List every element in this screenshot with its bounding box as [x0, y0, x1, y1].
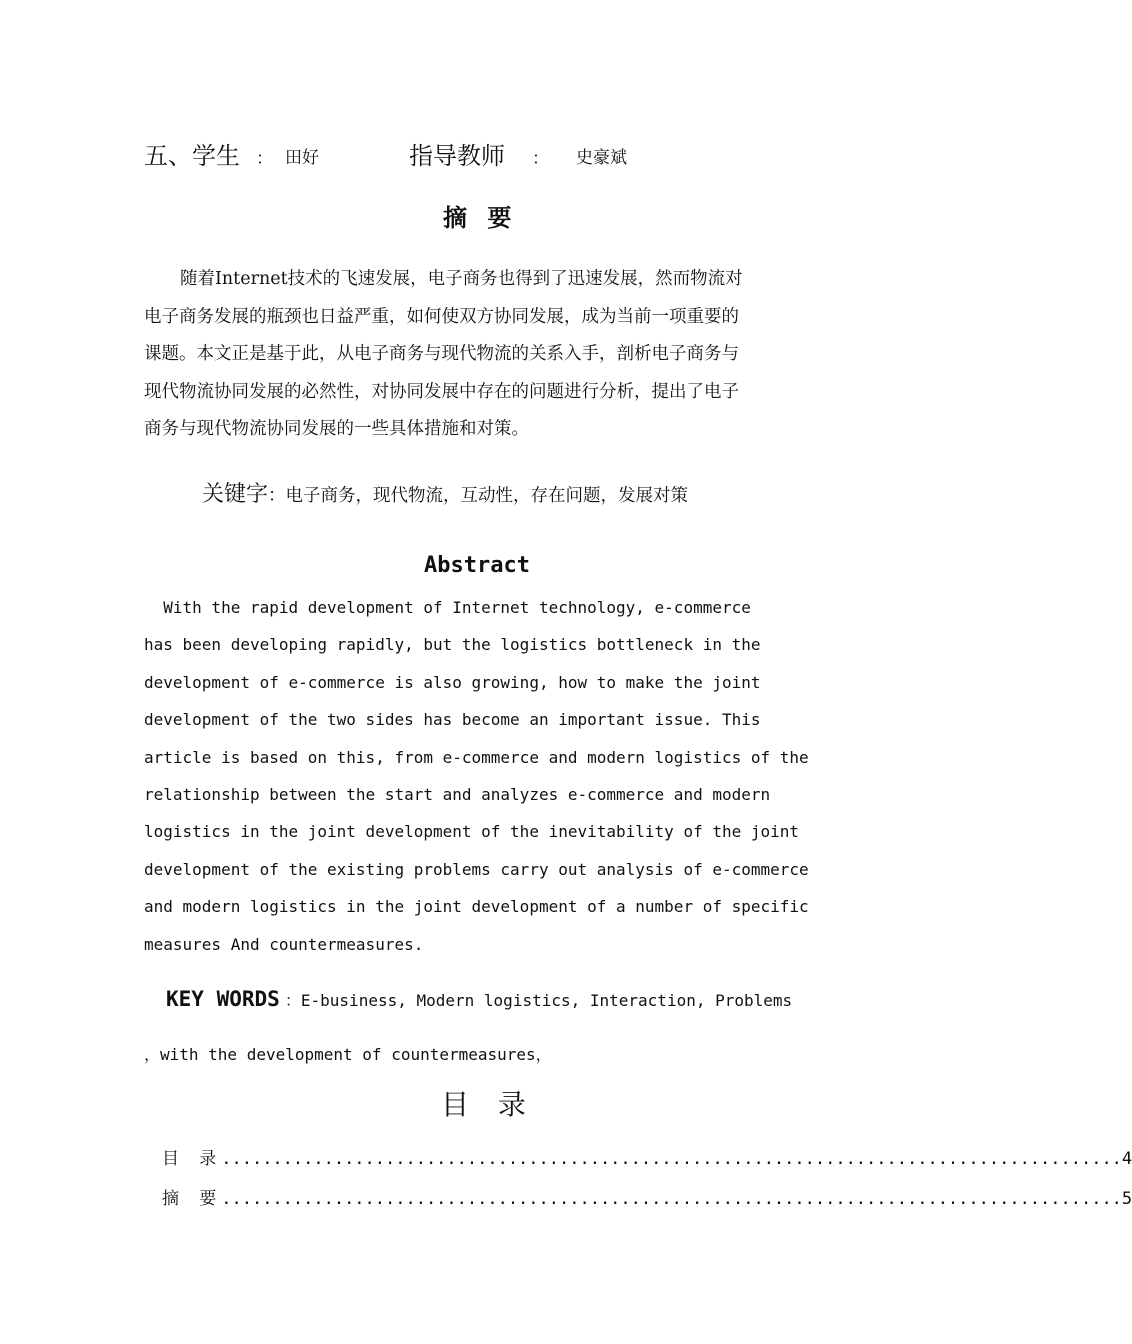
- abstract-en-title: Abstract: [424, 553, 530, 578]
- abstract-en-line: development of e-commerce is also growing, how to make the joint: [144, 672, 761, 692]
- keywords-en: [166, 987, 792, 1011]
- abstract-cn-title: 摘 要: [443, 204, 518, 232]
- toc-leader-dots: ........................................................................................: [221, 1149, 1122, 1169]
- keywords-en-label: KEY WORDS: [166, 987, 280, 1011]
- abstract-en-line: development of the two sides has become an important issue. This: [144, 710, 761, 730]
- abstract-cn-line: 随着Internet技术的飞速发展，电子商务也得到了迅速发展，然而物流对: [180, 269, 743, 289]
- toc-entry[interactable]: [162, 1184, 1132, 1209]
- keywords-en-text: ：E-business, Modern logistics, Interaction, Problems: [284, 991, 793, 1010]
- keywords-en-continuation: ，with the development of countermeasures，: [144, 1045, 552, 1064]
- abstract-en-line: article is based on this, from e-commerce and modern logistics of the: [144, 747, 809, 767]
- toc-entry-label: 目 录: [162, 1149, 222, 1169]
- keywords-cn-label: 关键字: [202, 482, 269, 507]
- abstract-en-line: With the rapid development of Internet technology, e-commerce: [144, 598, 751, 617]
- abstract-cn-line: 课题。本文正是基于此，从电子商务与现代物流的关系入手，剖析电子商务与: [144, 344, 739, 364]
- abstract-en-body: [144, 589, 824, 963]
- abstract-cn-line: 电子商务发展的瓶颈也日益严重，如何使双方协同发展，成为当前一项重要的: [144, 306, 739, 327]
- abstract-cn-line: 现代物流协同发展的必然性，对协同发展中存在的问题进行分析，提出了电子: [144, 381, 739, 402]
- toc-entry[interactable]: [162, 1144, 1132, 1169]
- toc-title: 目 录: [441, 1088, 536, 1121]
- abstract-cn-line: 商务与现代物流协同发展的一些具体措施和对策。: [144, 419, 529, 439]
- toc-entry-label: 摘 要: [162, 1189, 222, 1209]
- toc-entry-page: 4: [1121, 1149, 1132, 1169]
- abstract-en-line: development of the existing problems carry out analysis of e-commerce: [144, 859, 809, 879]
- abstract-cn-body: [144, 261, 808, 449]
- keywords-cn-text: ：电子商务，现代物流，互动性，存在问题，发展对策: [268, 486, 689, 506]
- toc-entry-page: 5: [1121, 1189, 1132, 1209]
- advisor-label: 指导教师: [409, 142, 505, 170]
- student-colon: ：: [256, 149, 273, 169]
- abstract-en-line: and modern logistics in the joint development of a number of specific: [144, 897, 809, 917]
- abstract-en-line: has been developing rapidly, but the logistics bottleneck in the: [144, 635, 761, 655]
- student-name: 田好: [285, 148, 319, 168]
- keywords-cn: [202, 477, 688, 508]
- toc-leader-dots: ........................................................................................: [221, 1189, 1122, 1209]
- abstract-en-line: measures And countermeasures.: [144, 934, 424, 954]
- advisor-colon: ：: [532, 149, 549, 169]
- advisor-name: 史豪斌: [576, 148, 627, 168]
- abstract-en-line: relationship between the start and analyzes e-commerce and modern: [144, 785, 771, 805]
- section-heading: 五、学生: [144, 142, 240, 170]
- abstract-en-line: logistics in the joint development of the inevitability of the joint: [144, 822, 800, 842]
